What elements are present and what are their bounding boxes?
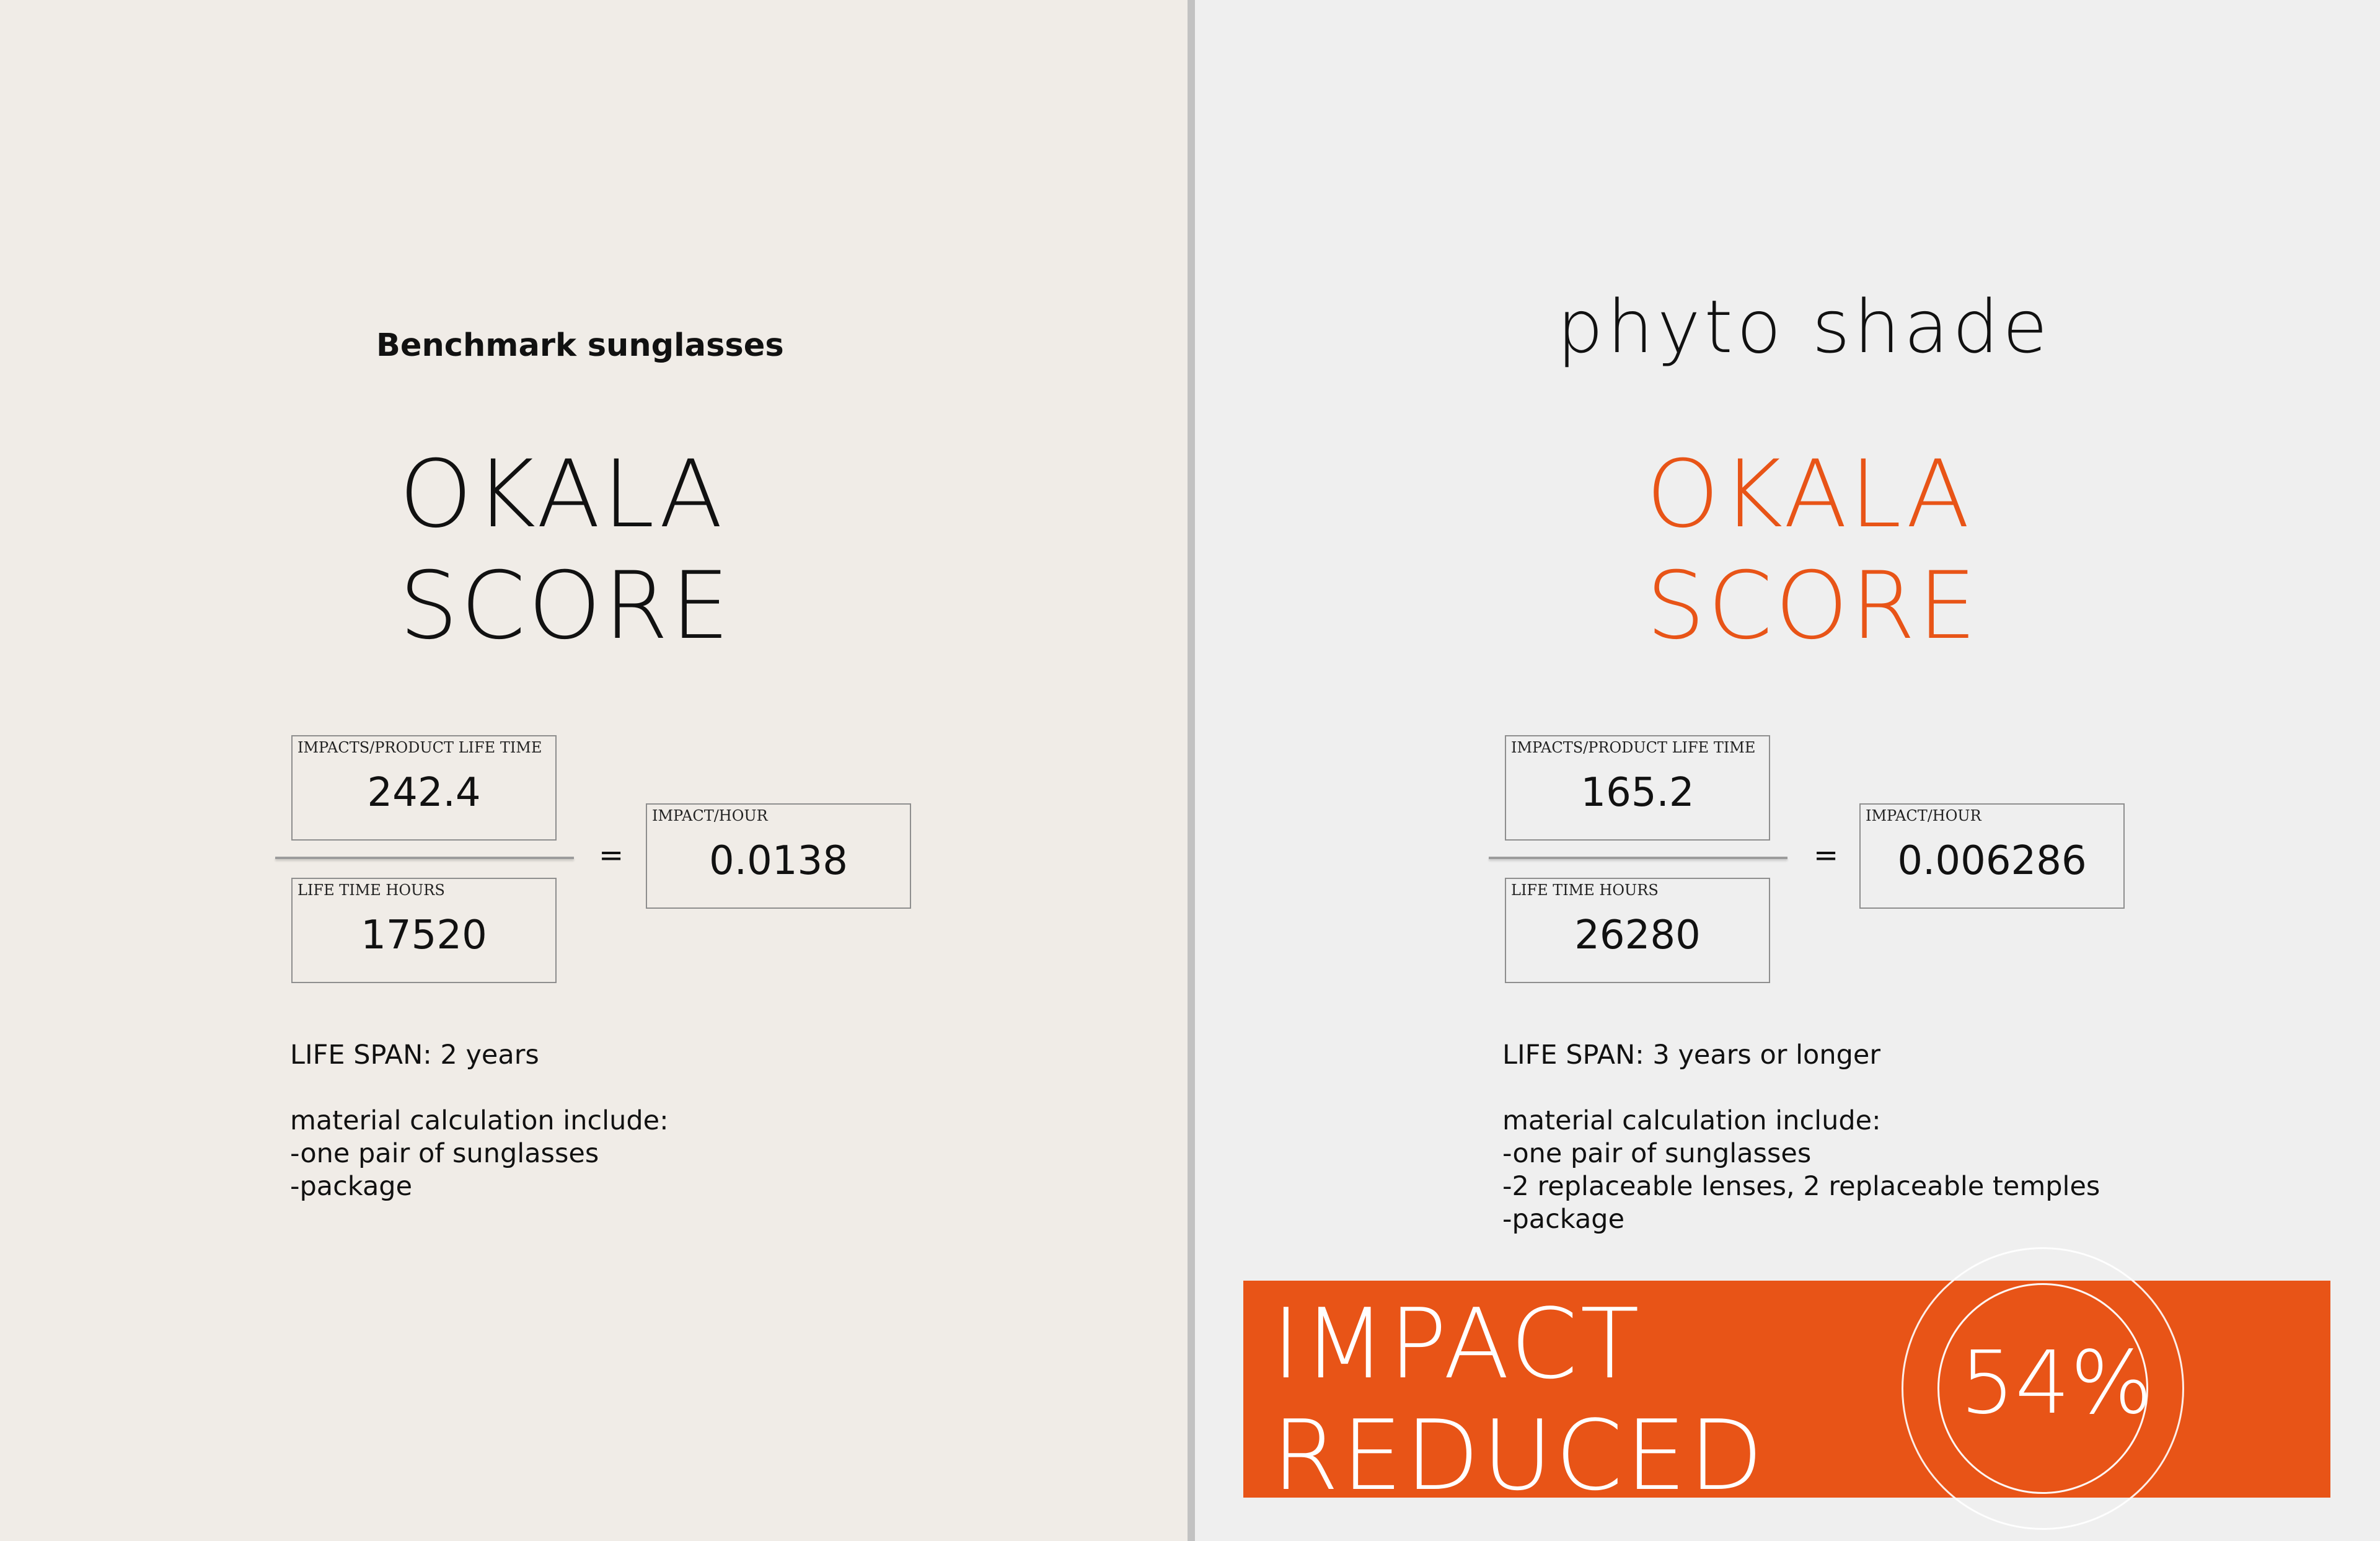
hours-label: LIFE TIME HOURS — [1511, 881, 1659, 899]
equals-sign-right: = — [1814, 838, 1839, 873]
score-word: SCORE — [1646, 552, 1980, 660]
okala-word: OKALA — [1646, 441, 1973, 549]
banner-heading — [1272, 1288, 1766, 1511]
material-item: -2 replaceable lenses, 2 replaceable temples — [1502, 1171, 2100, 1202]
panel-divider — [1188, 0, 1195, 1541]
score-word: SCORE — [399, 552, 733, 660]
material-heading: material calculation include: — [290, 1105, 669, 1136]
impact-hour-label: IMPACT/HOUR — [652, 807, 768, 824]
impacts-value: 242.4 — [367, 770, 481, 816]
benchmark-title: Benchmark sunglasses — [376, 327, 784, 364]
benchmark-panel — [0, 0, 1188, 1541]
hours-label: LIFE TIME HOURS — [298, 881, 445, 899]
life-span: LIFE SPAN: 2 years — [290, 1040, 539, 1071]
material-item: -package — [290, 1171, 413, 1202]
okala-score-heading-right — [1646, 439, 1979, 662]
impacts-value: 165.2 — [1580, 770, 1695, 816]
banner-line-reduced: REDUCED — [1272, 1399, 1766, 1512]
impact-hour-box-left — [646, 803, 911, 909]
fraction-line-right — [1489, 857, 1787, 859]
material-item: -one pair of sunglasses — [290, 1138, 599, 1169]
hours-value: 17520 — [361, 912, 487, 958]
impacts-box-right — [1505, 735, 1770, 841]
hours-value: 26280 — [1574, 912, 1701, 958]
phyto-shade-logo: phyto shade — [1557, 284, 2052, 369]
left-info — [290, 1039, 669, 1203]
reduction-percent: 54% — [1960, 1333, 2153, 1434]
hours-box-right — [1505, 878, 1770, 983]
impact-hour-box-right — [1859, 803, 2125, 909]
banner-line-impact: IMPACT — [1272, 1287, 1642, 1400]
hours-box-left — [291, 878, 557, 983]
material-heading: material calculation include: — [1502, 1105, 1881, 1136]
impact-hour-value: 0.0138 — [709, 838, 848, 884]
impacts-label: IMPACTS/PRODUCT LIFE TIME — [298, 739, 542, 756]
material-item: -package — [1502, 1204, 1625, 1235]
impact-hour-label: IMPACT/HOUR — [1866, 807, 1981, 824]
okala-word: OKALA — [399, 441, 726, 549]
right-info — [1502, 1039, 2100, 1236]
okala-score-heading-left — [399, 439, 732, 662]
impacts-label: IMPACTS/PRODUCT LIFE TIME — [1511, 739, 1756, 756]
life-span: LIFE SPAN: 3 years or longer — [1502, 1040, 1881, 1071]
material-item: -one pair of sunglasses — [1502, 1138, 1812, 1169]
impact-hour-value: 0.006286 — [1897, 838, 2087, 884]
impacts-box-left — [291, 735, 557, 841]
equals-sign-left: = — [599, 838, 624, 873]
fraction-line-left — [275, 857, 574, 859]
